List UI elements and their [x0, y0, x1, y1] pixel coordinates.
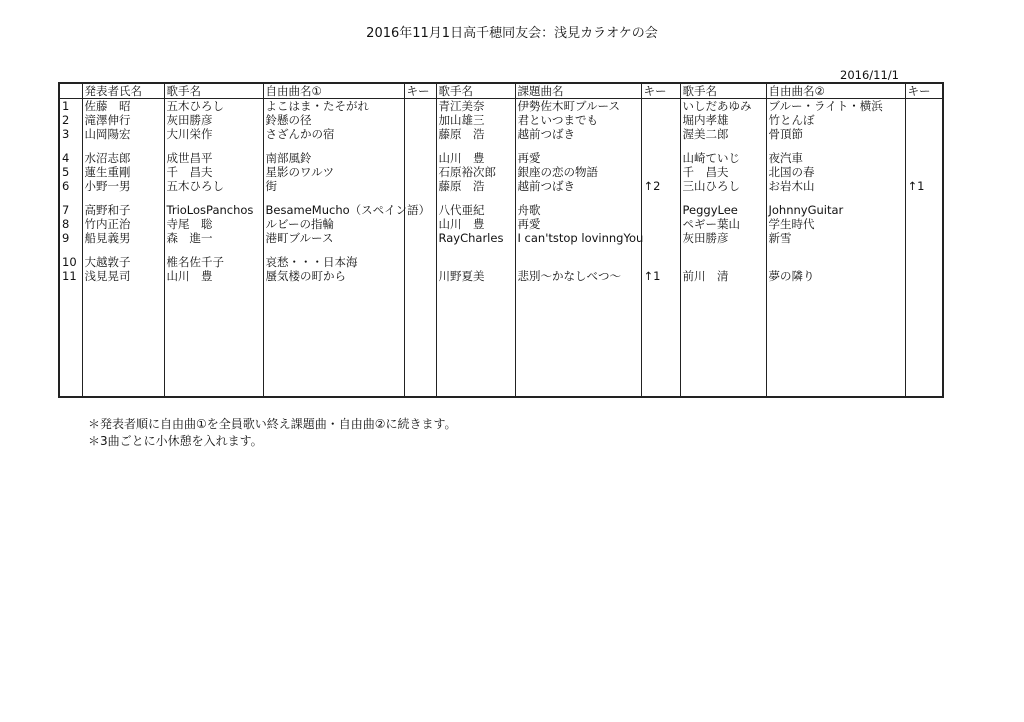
- cell-assigned-song: 越前つばき: [515, 179, 641, 193]
- cell-presenter: 浅見晃司: [82, 269, 164, 283]
- cell-key-2: ↑2: [641, 179, 680, 193]
- cell-singer-1: 成世昌平: [164, 151, 263, 165]
- cell-singer-3: 前川 清: [680, 269, 766, 283]
- spacer-cell: [905, 193, 943, 203]
- header-assigned-song: 課題曲名: [515, 83, 641, 99]
- cell-key-2: [641, 255, 680, 269]
- cell-key-3: [905, 165, 943, 179]
- cell-no: 2: [59, 113, 82, 127]
- spacer-cell: [905, 141, 943, 151]
- cell-free-song-1: ルビーの指輪: [263, 217, 404, 231]
- spacer-cell: [766, 193, 905, 203]
- cell-singer-3: 堀内孝雄: [680, 113, 766, 127]
- cell-singer-3: 灰田勝彦: [680, 231, 766, 245]
- cell-key-3: [905, 269, 943, 283]
- cell-free-song-1: 港町ブルース: [263, 231, 404, 245]
- empty-cell: [82, 283, 164, 397]
- cell-singer-3: ペギー葉山: [680, 217, 766, 231]
- cell-key-2: [641, 99, 680, 114]
- cell-singer-3: 渥美二郎: [680, 127, 766, 141]
- cell-key-2: [641, 151, 680, 165]
- cell-singer-2: 青江美奈: [436, 99, 515, 114]
- cell-singer-3: 三山ひろし: [680, 179, 766, 193]
- cell-assigned-song: 越前つばき: [515, 127, 641, 141]
- spacer-cell: [82, 193, 164, 203]
- cell-assigned-song: 悲別～かなしべつ～: [515, 269, 641, 283]
- table-row: [59, 179, 943, 193]
- table-row: [59, 127, 943, 141]
- cell-key-1: [404, 113, 436, 127]
- table-row: [59, 165, 943, 179]
- cell-presenter: 大越敦子: [82, 255, 164, 269]
- spacer-cell: [680, 141, 766, 151]
- spacer-cell: [436, 245, 515, 255]
- cell-assigned-song: 再愛: [515, 217, 641, 231]
- cell-singer-2: 八代亜紀: [436, 203, 515, 217]
- cell-key-1: [404, 269, 436, 283]
- cell-key-1: [404, 255, 436, 269]
- program-table: [58, 82, 944, 398]
- empty-cell: [905, 283, 943, 397]
- cell-key-1: [404, 127, 436, 141]
- spacer-cell: [404, 193, 436, 203]
- header-key-1: キー: [404, 83, 436, 99]
- cell-free-song-2: 竹とんぼ: [766, 113, 905, 127]
- cell-singer-3: [680, 255, 766, 269]
- empty-cell: [680, 283, 766, 397]
- spacer-cell: [515, 141, 641, 151]
- cell-presenter: 蓮生重剛: [82, 165, 164, 179]
- empty-cell: [641, 283, 680, 397]
- footnote-2: ＊3曲ごとに小休憩を入れます。: [88, 434, 263, 448]
- cell-no: 10: [59, 255, 82, 269]
- cell-no: 4: [59, 151, 82, 165]
- cell-singer-2: 藤原 浩: [436, 127, 515, 141]
- cell-presenter: 山岡陽宏: [82, 127, 164, 141]
- spacer-cell: [59, 193, 82, 203]
- header-free-song-1: 自由曲名①: [263, 83, 404, 99]
- cell-key-1: [404, 151, 436, 165]
- spacer-row: [59, 193, 943, 203]
- spacer-cell: [641, 245, 680, 255]
- spacer-cell: [263, 141, 404, 151]
- cell-key-1: [404, 179, 436, 193]
- table-row: [59, 217, 943, 231]
- cell-free-song-1: 哀愁・・・日本海: [263, 255, 404, 269]
- cell-free-song-2: ブルー・ライト・横浜: [766, 99, 905, 114]
- cell-key-3: [905, 231, 943, 245]
- cell-key-1: [404, 165, 436, 179]
- cell-singer-2: 石原裕次郎: [436, 165, 515, 179]
- cell-no: 7: [59, 203, 82, 217]
- empty-cell: [436, 283, 515, 397]
- header-key-2: キー: [641, 83, 680, 99]
- cell-no: 9: [59, 231, 82, 245]
- table-row: [59, 231, 943, 245]
- cell-free-song-2: お岩木山: [766, 179, 905, 193]
- spacer-cell: [263, 245, 404, 255]
- spacer-cell: [164, 193, 263, 203]
- spacer-cell: [905, 245, 943, 255]
- cell-no: 6: [59, 179, 82, 193]
- cell-free-song-2: 骨頂節: [766, 127, 905, 141]
- table-row: [59, 255, 943, 269]
- cell-assigned-song: 伊勢佐木町ブルース: [515, 99, 641, 114]
- cell-singer-1: 森 進一: [164, 231, 263, 245]
- header-singer-1: 歌手名: [164, 83, 263, 99]
- cell-singer-1: 千 昌夫: [164, 165, 263, 179]
- cell-key-3: [905, 99, 943, 114]
- header-presenter: 発表者氏名: [82, 83, 164, 99]
- cell-free-song-1: 街: [263, 179, 404, 193]
- cell-key-3: [905, 217, 943, 231]
- cell-presenter: 船見義男: [82, 231, 164, 245]
- spacer-cell: [766, 245, 905, 255]
- spacer-cell: [436, 141, 515, 151]
- footnotes: [88, 416, 457, 450]
- cell-no: 8: [59, 217, 82, 231]
- cell-singer-3: PeggyLee: [680, 203, 766, 217]
- cell-free-song-1: 星影のワルツ: [263, 165, 404, 179]
- table-row: [59, 99, 943, 114]
- cell-key-2: [641, 203, 680, 217]
- cell-singer-1: TrioLosPanchos: [164, 203, 263, 217]
- spacer-cell: [436, 193, 515, 203]
- cell-key-2: ↑1: [641, 269, 680, 283]
- cell-singer-1: 大川栄作: [164, 127, 263, 141]
- document-title: 2016年11月1日高千穂同友会：浅見カラオケの会: [366, 26, 658, 41]
- spacer-cell: [82, 245, 164, 255]
- cell-free-song-1: 蜃気楼の町から: [263, 269, 404, 283]
- cell-singer-1: 椎名佐千子: [164, 255, 263, 269]
- cell-free-song-1: 南部風鈴: [263, 151, 404, 165]
- cell-key-3: [905, 151, 943, 165]
- spacer-cell: [404, 245, 436, 255]
- spacer-cell: [59, 245, 82, 255]
- spacer-cell: [82, 141, 164, 151]
- cell-assigned-song: [515, 255, 641, 269]
- cell-no: 11: [59, 269, 82, 283]
- cell-assigned-song: I can'tstop lovinngYou: [515, 231, 641, 245]
- spacer-cell: [404, 141, 436, 151]
- cell-singer-1: 五木ひろし: [164, 99, 263, 114]
- cell-key-1: [404, 217, 436, 231]
- document-date: 2016/11/1: [840, 68, 899, 82]
- cell-free-song-2: JohnnyGuitar: [766, 203, 905, 217]
- cell-presenter: 高野和子: [82, 203, 164, 217]
- cell-singer-2: 加山雄三: [436, 113, 515, 127]
- cell-free-song-2: 学生時代: [766, 217, 905, 231]
- spacer-row: [59, 245, 943, 255]
- cell-singer-3: 千 昌夫: [680, 165, 766, 179]
- cell-key-3: [905, 127, 943, 141]
- cell-presenter: 滝澤伸行: [82, 113, 164, 127]
- spacer-cell: [515, 193, 641, 203]
- table-header-row: [59, 83, 943, 99]
- cell-free-song-2: 夜汽車: [766, 151, 905, 165]
- cell-free-song-1: 鈴懸の径: [263, 113, 404, 127]
- table-row: [59, 151, 943, 165]
- cell-singer-1: 寺尾 聡: [164, 217, 263, 231]
- empty-cell: [263, 283, 404, 397]
- cell-no: 3: [59, 127, 82, 141]
- header-singer-3: 歌手名: [680, 83, 766, 99]
- cell-key-2: [641, 217, 680, 231]
- cell-no: 5: [59, 165, 82, 179]
- cell-key-3: [905, 203, 943, 217]
- spacer-cell: [680, 193, 766, 203]
- cell-singer-2: 山川 豊: [436, 217, 515, 231]
- header-free-song-2: 自由曲名②: [766, 83, 905, 99]
- cell-free-song-2: 新雪: [766, 231, 905, 245]
- cell-presenter: 水沼志郎: [82, 151, 164, 165]
- cell-key-2: [641, 231, 680, 245]
- spacer-cell: [263, 193, 404, 203]
- empty-cell: [59, 283, 82, 397]
- cell-assigned-song: 舟歌: [515, 203, 641, 217]
- cell-singer-3: いしだあゆみ: [680, 99, 766, 114]
- empty-cell: [164, 283, 263, 397]
- cell-assigned-song: 再愛: [515, 151, 641, 165]
- empty-cell: [515, 283, 641, 397]
- cell-free-song-2: 夢の隣り: [766, 269, 905, 283]
- cell-key-3: [905, 113, 943, 127]
- cell-key-1: [404, 231, 436, 245]
- spacer-cell: [641, 193, 680, 203]
- cell-key-2: [641, 127, 680, 141]
- cell-key-2: [641, 113, 680, 127]
- cell-singer-1: 五木ひろし: [164, 179, 263, 193]
- cell-free-song-2: [766, 255, 905, 269]
- cell-key-3: [905, 255, 943, 269]
- cell-singer-2: RayCharles: [436, 231, 515, 245]
- empty-row: [59, 283, 943, 397]
- spacer-cell: [515, 245, 641, 255]
- cell-presenter: 竹内正治: [82, 217, 164, 231]
- cell-key-2: [641, 165, 680, 179]
- cell-key-3: ↑1: [905, 179, 943, 193]
- cell-presenter: 佐藤 昭: [82, 99, 164, 114]
- cell-key-1: [404, 99, 436, 114]
- cell-free-song-1: BesameMucho（スペイン語）: [263, 203, 404, 217]
- cell-singer-2: 山川 豊: [436, 151, 515, 165]
- table-row: [59, 203, 943, 217]
- spacer-cell: [641, 141, 680, 151]
- empty-cell: [766, 283, 905, 397]
- cell-singer-1: 山川 豊: [164, 269, 263, 283]
- table-row: [59, 269, 943, 283]
- spacer-cell: [164, 245, 263, 255]
- cell-free-song-1: よこはま・たそがれ: [263, 99, 404, 114]
- empty-cell: [404, 283, 436, 397]
- header-key-3: キー: [905, 83, 943, 99]
- footnote-1: ＊発表者順に自由曲①を全員歌い終え課題曲・自由曲②に続きます。: [88, 417, 457, 431]
- cell-presenter: 小野一男: [82, 179, 164, 193]
- header-singer-2: 歌手名: [436, 83, 515, 99]
- spacer-cell: [766, 141, 905, 151]
- spacer-cell: [164, 141, 263, 151]
- spacer-row: [59, 141, 943, 151]
- cell-singer-3: 山崎ていじ: [680, 151, 766, 165]
- spacer-cell: [680, 245, 766, 255]
- cell-assigned-song: 銀座の恋の物語: [515, 165, 641, 179]
- header-no: [59, 83, 82, 99]
- spacer-cell: [59, 141, 82, 151]
- cell-singer-2: [436, 255, 515, 269]
- cell-no: 1: [59, 99, 82, 114]
- cell-free-song-2: 北国の春: [766, 165, 905, 179]
- cell-free-song-1: さざんかの宿: [263, 127, 404, 141]
- cell-singer-2: 藤原 浩: [436, 179, 515, 193]
- table-row: [59, 113, 943, 127]
- cell-assigned-song: 君といつまでも: [515, 113, 641, 127]
- cell-singer-1: 灰田勝彦: [164, 113, 263, 127]
- cell-singer-2: 川野夏美: [436, 269, 515, 283]
